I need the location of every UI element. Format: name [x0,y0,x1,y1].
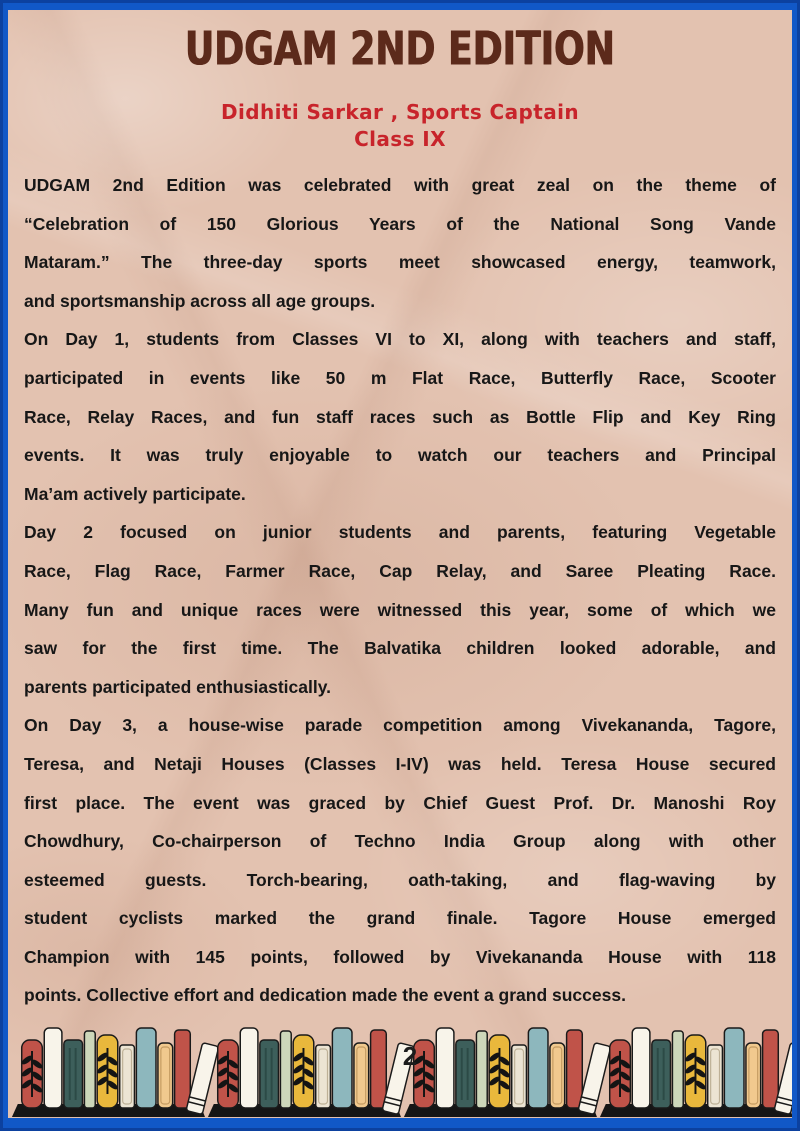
page-number: 2 [402,1041,418,1071]
body-line: student cyclists marked the grand finale. Tagore House emerged [24,908,776,929]
author-byline: Didhiti Sarkar , Sports Captain [221,100,579,124]
paper-sheet [8,10,792,1118]
body-line: UDGAM 2nd Edition was celebrated with great zeal on the theme of [24,175,776,195]
paragraph [24,706,776,1015]
body-line: Teresa, and Netaji Houses (Classes I-IV) was held. Teresa House secured [24,753,776,774]
body-line: parents participated enthusiastically. [24,676,331,697]
body-line: Ma’am actively participate. [24,483,246,504]
paragraph [24,513,776,706]
body-line: Champion with 145 points, followed by Vivekananda House with 118 [24,946,776,967]
body-line: “Celebration of 150 Glorious Years of the National Song Vande [24,213,776,234]
author-class: Class IX [354,127,446,151]
body-line: events. It was truly enjoyable to watch our teachers and Principal [24,445,776,466]
body-line: esteemed guests. Torch-bearing, oath-taking, and flag-waving by [24,869,776,890]
body-line: and sportsmanship across all age groups. [24,290,376,311]
bookshelf-illustration [8,1018,792,1118]
header [8,10,792,153]
body-line: first place. The event was graced by Chief Guest Prof. Dr. Manoshi Roy [24,792,776,813]
paragraph [24,320,776,513]
body-line: Race, Relay Races, and fun staff races such as Bottle Flip and Key Ring [24,406,776,427]
body-line: participated in events like 50 m Flat Race, Butterfly Race, Scooter [24,367,776,388]
body-line: Race, Flag Race, Farmer Race, Cap Relay, and Saree Pleating Race. [24,560,776,581]
body-line: Many fun and unique races were witnessed this year, some of which we [24,599,776,620]
body-line: On Day 1, students from Classes VI to XI, along with teachers and staff, [24,329,776,350]
paragraph [24,166,776,320]
body-line: Day 2 focused on junior students and parents, featuring Vegetable [24,522,776,543]
body-line: Mataram.” The three-day sports meet showcased energy, teamwork, [24,252,776,273]
page-title: UDGAM 2ND EDITION [185,22,615,77]
article-body [24,166,776,1015]
body-line: Chowdhury, Co-chairperson of Techno India Group along with other [24,831,776,852]
body-line: points. Collective effort and dedication made the event a grand success. [24,985,626,1006]
body-line: On Day 3, a house-wise parade competition among Vivekananda, Tagore, [24,715,776,736]
body-line: saw for the first time. The Balvatika children looked adorable, and [24,638,776,659]
